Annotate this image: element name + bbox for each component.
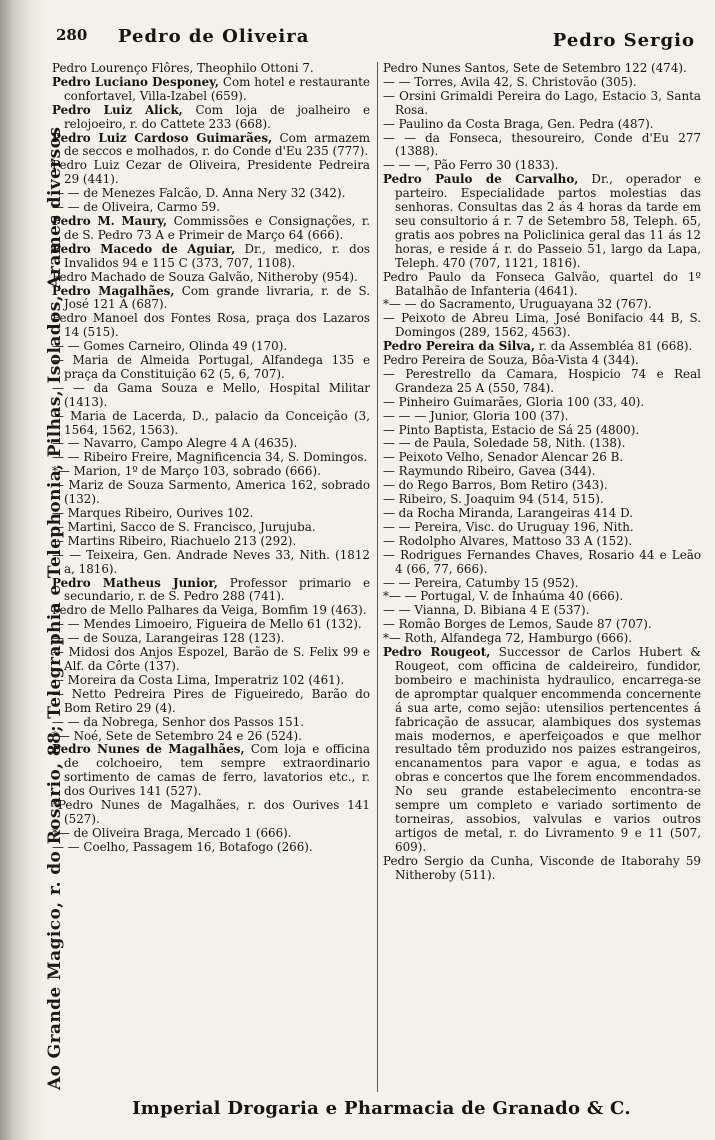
directory-entry [52,382,370,410]
directory-entry [52,521,370,535]
entry-text: — — Coelho, Passagem 16, Botafogo (266). [52,839,313,854]
entry-text: — Marques Ribeiro, Ourives 102. [52,506,254,520]
entry-text: — — de Oliveira, Carmo 59. [52,200,221,215]
directory-entry [52,271,370,285]
entry-text: — Pinheiro Guimarães, Gloria 100 (33, 40). [383,394,645,409]
directory-entry [383,90,701,118]
entry-text: — Ribeiro, S. Joaquim 94 (514, 515). [383,492,604,507]
entry-name: Pedro Luciano Desponey, [52,74,220,89]
directory-entry [52,577,370,605]
entry-text: — — Torres, Avila 42, S. Christovão (305). [383,74,637,89]
entry-text: — Moreira da Costa Lima, Imperatriz 102 (461). [52,672,345,687]
entry-text: — — da Fonseca, thesoureiro, Conde d'Eu 277 (1388). [383,130,701,159]
directory-entry [52,688,370,716]
entry-text: — Rodrigues Fernandes Chaves, Rosario 44 e Leão 4 (66, 77, 666). [383,547,701,576]
directory-entry [52,159,370,187]
side-advertisement-text: Ao Grande Magico, r. do Rosario, 88; Telegraphia e Telephonia, Pilhas, Isolados, Arames diversos [45,126,65,1090]
directory-entry [383,354,701,368]
directory-entry [52,841,370,855]
entry-text: *— — do Sacramento, Uruguayana 32 (767). [383,297,652,312]
directory-entry [52,437,370,451]
entry-text: — Peixoto de Abreu Lima, José Bonifacio 44 B, S. Domingos (289, 1562, 4563). [383,311,701,340]
entry-text: — Raymundo Ribeiro, Gavea (344). [383,464,596,479]
entry-text: Pedro Machado de Souza Galvão, Nitheroby (954). [52,269,358,284]
entry-text: Com armazem de seccos e molhados, r. do Conde d'Eu 235 (777). [64,130,370,159]
directory-entry [383,646,701,855]
entry-text: Pedro Pereira de Souza, Bôa-Vista 4 (344). [383,353,639,368]
directory-entry [383,410,701,424]
entry-text: — Romão Borges de Lemos, Saude 87 (707). [383,617,652,632]
entry-text: — — de Paula, Soledade 58, Nith. (138). [383,436,626,451]
entry-text: *— de Oliveira Braga, Mercado 1 (666). [52,825,292,840]
right-column [383,62,701,882]
running-head-left: Pedro de Oliveira [118,26,310,47]
directory-entry [52,799,370,827]
directory-entry [52,674,370,688]
directory-entry [383,549,701,577]
entry-name: Pedro Luiz Alick, [52,102,183,117]
directory-entry [383,312,701,340]
directory-entry [52,132,370,160]
entry-text: — Paulino da Costa Braga, Gen. Pedra (487). [383,116,654,131]
directory-entry [383,437,701,451]
entry-text: Pedro Sergio da Cunha, Visconde de Itaborahy 59 Nitheroby (511). [383,853,701,882]
entry-text: Com grande livraria, r. de S. José 121 A (687). [64,283,370,312]
entry-text: — — Gomes Carneiro, Olinda 49 (170). [52,339,288,354]
directory-entry [383,632,701,646]
directory-entry [52,354,370,382]
entry-text: Commissões e Consignações, r. de S. Pedro 73 A e Primeir de Março 64 (666). [64,213,371,242]
entry-name: Pedro M. Maury, [52,213,168,228]
entry-text: *— Noé, Sete de Setembro 24 e 26 (524). [52,728,302,743]
directory-entry [383,465,701,479]
entry-text: Dr., operador e parteiro. Especialidade partos molestias das senhoras. Consultas das 2 ás 4 horas da tarde em seu consultorio á r. 7 de Setembro 58, Teleph. 65, gratis aos pobres na Policlinica geral das 11 ás 12 horas, e reside á r. do Passeio 51, largo da Lapa, Teleph. 470 (707, 1121, 1816). [395,172,701,270]
entry-text: — Maria de Almeida Portugal, Alfandega 135 e praça da Constituição 62 (5, 6, 707). [52,353,370,381]
directory-entry [383,76,701,90]
entry-name: Pedro Matheus Junior, [52,575,218,590]
directory-entry [52,62,370,76]
entry-text: *— Roth, Alfandega 72, Hamburgo (666). [383,631,633,646]
directory-entry [52,76,370,104]
entry-name: Pedro Macedo de Aguiar, [52,241,236,256]
entry-text: — Martini, Sacco de S. Francisco, Jurujuba. [52,519,316,534]
directory-entry [383,62,701,76]
side-margin-advertisement [0,0,65,1140]
entry-text: — — Mendes Limoeiro, Figueira de Mello 61 (132). [52,617,362,632]
entry-text: Pedro Paulo da Fonseca Galvão, quartel do 1º Batalhão de Infanteria (4641). [383,269,701,298]
directory-entry [52,743,370,799]
directory-entry [52,465,370,479]
directory-entry [383,159,701,173]
directory-entry [52,479,370,507]
entry-text: — Mariz de Souza Sarmento, America 162, sobrado (132). [52,478,370,507]
directory-entry [383,118,701,132]
directory-entry [52,604,370,618]
entry-text: — Rodolpho Alvares, Mattoso 33 A (152). [383,533,633,548]
directory-entry [383,132,701,160]
directory-entry [383,173,701,270]
entry-text: *— Marion, 1º de Março 103, sobrado (666). [52,464,321,479]
directory-entry [52,451,370,465]
entry-text: — — — Junior, Gloria 100 (37). [383,408,569,423]
directory-entry [383,493,701,507]
entry-name: Pedro Paulo de Carvalho, [383,172,579,187]
directory-entry [383,507,701,521]
entry-text: — — Vianna, D. Bibiana 4 E (537). [383,603,590,618]
entry-name: Pedro Magalhães, [52,283,175,298]
entry-text: — — Pereira, Catumby 15 (952). [383,575,579,590]
directory-entry [52,340,370,354]
entry-text: — — —, Pão Ferro 30 (1833). [383,158,559,173]
entry-text: Pedro Nunes Santos, Sete de Setembro 122 (474). [383,61,687,75]
entry-text: — Perestrello da Camara, Hospicio 74 e Real Grandeza 25 A (550, 784). [383,366,701,395]
directory-entry [52,618,370,632]
entry-text: — — de Menezes Falcão, D. Anna Nery 32 (342). [52,186,346,201]
directory-entry [383,535,701,549]
directory-entry [52,535,370,549]
entry-text: — — Navarro, Campo Alegre 4 A (4635). [52,436,298,451]
entry-text: *— — Portugal, V. de Inhaúma 40 (666). [383,589,624,604]
directory-entry [52,187,370,201]
entry-text: — Orsini Grimaldi Pereira do Lago, Estacio 3, Santa Rosa. [383,88,701,117]
directory-entry [52,730,370,744]
directory-entry [383,618,701,632]
column-divider [377,62,378,1092]
running-head-right: Pedro Sergio [552,30,695,51]
entry-text: Pedro Manoel dos Fontes Rosa, praça dos Lazaros 14 (515). [52,311,370,340]
entry-text: — da Rocha Miranda, Larangeiras 414 D. [383,506,634,520]
entry-text: — — Pereira, Visc. do Uruguay 196, Nith. [383,519,634,534]
directory-entry [383,604,701,618]
directory-entry [52,549,370,577]
directory-entry [52,312,370,340]
directory-entry [383,368,701,396]
directory-entry [383,298,701,312]
directory-entry [383,451,701,465]
entry-text: — — Ribeiro Freire, Magnificencia 34, S. Domingos. [52,450,368,465]
entry-text: Pedro de Mello Palhares da Veiga, Bomfim 19 (463). [52,603,367,618]
directory-entry [52,410,370,438]
directory-entry [52,201,370,215]
directory-entry [383,521,701,535]
directory-entry [383,396,701,410]
page-header [48,26,703,52]
footer-advertisement: Imperial Drogaria e Pharmacia de Granado & C. [132,1098,631,1119]
directory-entry [383,271,701,299]
entry-name: Pedro Pereira da Silva, [383,339,536,354]
entry-text: Successor de Carlos Hubert & Rougeot, com officina de caldeireiro, fundidor, bombeiro e machinista hydraulico, encarrega-se de apromptar qualquer encommenda concernente á sua arte, como sejão: utensilios pertencentes á fabricação de assucar, alambiques dos systemas mais modernos, e aperfeiçoados e que melhor resultado têm produzido nos paizes estrangeiros, encanamentos para vapor e agua, e todas as obras e concertos que lhe forem encommendados. No seu grande estabelecimento encontra-se sempre um completo e variado sortimento de torneiras, assobios, valvulas e varios outros artigos de metal, r. do Livramento 9 e 11 (507, 609). [395,645,701,854]
entry-text: — — de Souza, Larangeiras 128 (123). [52,631,285,646]
entry-text: — — Teixeira, Gen. Andrade Neves 33, Nith. (1812 a, 1816). [52,547,370,576]
entry-text: — Pinto Baptista, Estacio de Sá 25 (4800). [383,422,640,437]
directory-entry [383,577,701,591]
directory-entry [52,827,370,841]
entry-text: Com loja e officina de colchoeiro, tem sempre extraordinario sortimento de camas de ferro, lavatorios etc., r. dos Ourives 141 (527). [64,742,370,799]
entry-text: Com hotel e restaurante confortavel, Villa-Izabel (659). [64,74,370,103]
entry-text: — Midosi dos Anjos Espozel, Barão de S. Felix 99 e Alf. da Côrte (137). [52,645,370,673]
directory-entry [52,243,370,271]
directory-entry [383,479,701,493]
entry-text: — Peixoto Velho, Senador Alencar 26 B. [383,450,624,465]
directory-entry [383,340,701,354]
entry-text: — Martins Ribeiro, Riachuelo 213 (292). [52,533,297,548]
entry-text: Pedro Luiz Cezar de Oliveira, Presidente Pedreira 29 (441). [52,158,370,187]
entry-text: Professor primario e secundario, r. de S. Pedro 288 (741). [64,575,370,604]
entry-name: Pedro Rougeot, [383,645,491,660]
directory-entry [52,716,370,730]
entry-name: Pedro Luiz Cardoso Guimarães, [52,130,273,145]
directory-entry [52,285,370,313]
entry-text: — do Rego Barros, Bom Retiro (343). [383,478,608,493]
directory-entry [52,215,370,243]
entry-text: Dr., medico, r. dos Invalidos 94 e 115 C (373, 707, 1108). [64,241,370,270]
left-column [52,62,370,855]
directory-entry [383,855,701,883]
entry-text: — — da Nobrega, Senhor dos Passos 151. [52,714,305,729]
entry-text: — Maria de Lacerda, D., palacio da Conceição (3, 1564, 1562, 1563). [52,408,370,437]
entry-text: Pedro Lourenço Flôres, Theophilo Ottoni 7. [52,61,314,75]
entry-text: — Netto Pedreira Pires de Figueiredo, Barão do Bom Retiro 29 (4). [52,686,370,715]
directory-entry [383,590,701,604]
directory-entry [52,104,370,132]
directory-entry [52,507,370,521]
entry-text: *Pedro Nunes de Magalhães, r. dos Ourives 141 (527). [52,798,370,826]
directory-entry [383,424,701,438]
entry-text: Com loja de joalheiro e relojoeiro, r. do Cattete 233 (668). [64,102,370,131]
page-number: 280 [56,26,88,44]
entry-name: Pedro Nunes de Magalhães, [52,742,245,757]
directory-entry [52,646,370,674]
entry-text: r. da Assembléa 81 (668). [535,339,693,354]
entry-text: — — da Gama Souza e Mello, Hospital Militar (1413). [52,380,370,409]
directory-entry [52,632,370,646]
